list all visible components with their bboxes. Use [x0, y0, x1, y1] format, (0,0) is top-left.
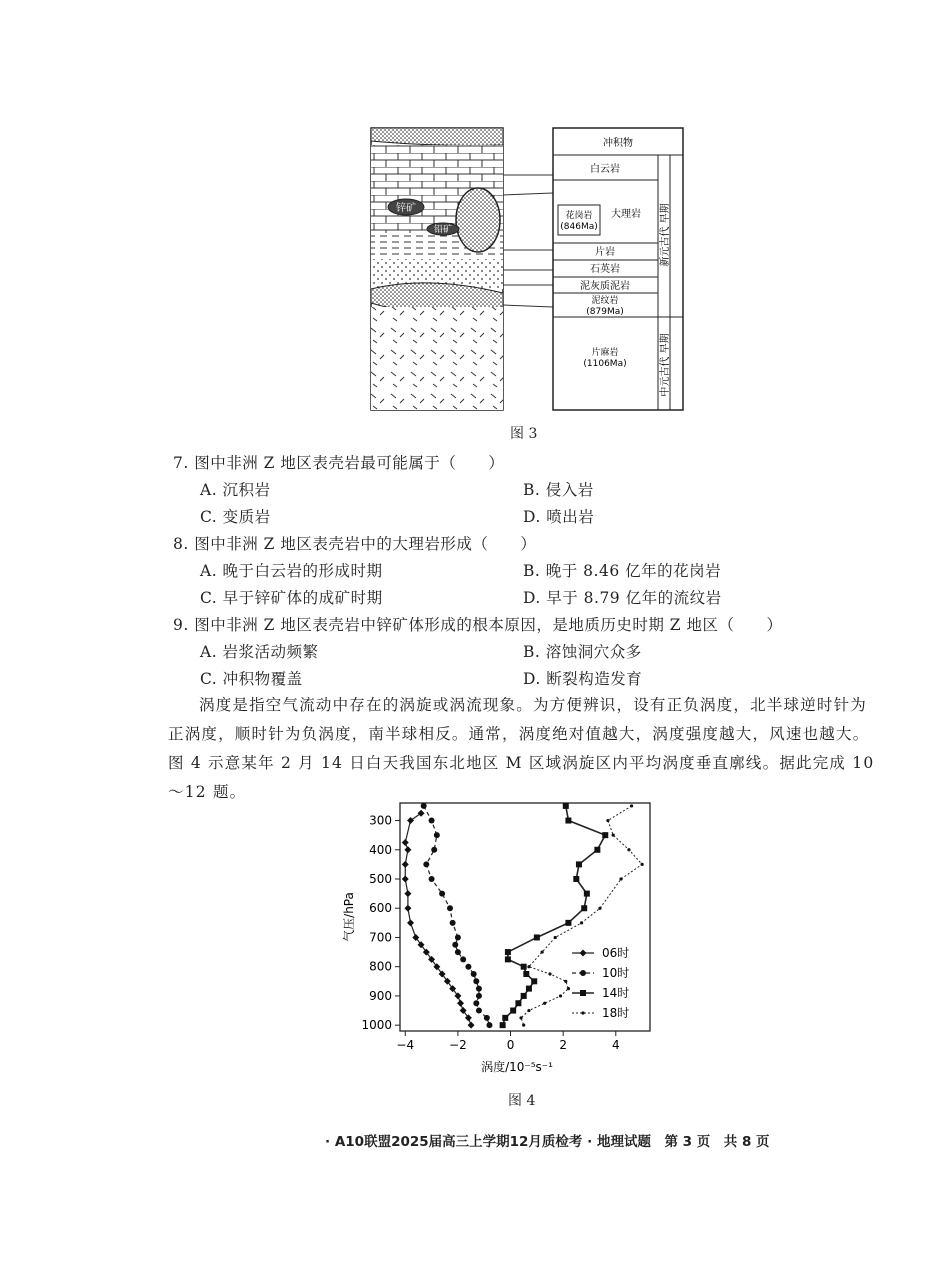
y-tick-label: 500: [369, 872, 392, 886]
page-footer: · A10联盟2025届高三上学期12月质检考 · 地理试题 第 3 页 共 8 页: [325, 1134, 770, 1150]
data-point-circle: [476, 993, 482, 999]
data-point-dot: [564, 980, 567, 983]
data-point-circle: [429, 818, 435, 824]
figure3-geologic-column: [368, 125, 690, 415]
era-label-neoproterozoic: 新元古代 早期: [660, 203, 671, 267]
data-point-square: [531, 978, 537, 984]
data-point-circle: [439, 891, 445, 897]
question-8-option-d[interactable]: D. 早于 8.79 亿年的流纹岩: [523, 589, 722, 607]
figure4-caption: 图 4: [508, 1093, 536, 1109]
data-point-circle: [465, 964, 471, 970]
data-point-dot: [527, 1009, 530, 1012]
question-7-option-b[interactable]: B. 侵入岩: [523, 481, 594, 499]
data-point-circle: [473, 978, 479, 984]
question-7-option-a[interactable]: A. 沉积岩: [200, 481, 271, 499]
data-point-circle: [450, 920, 456, 926]
question-9-option-d[interactable]: D. 断裂构造发育: [523, 670, 643, 688]
stratum-label-quartzite: 石英岩: [590, 264, 620, 275]
data-point-circle: [431, 847, 437, 853]
data-point-circle: [423, 861, 429, 867]
data-point-circle: [447, 905, 453, 911]
y-tick-label: 300: [369, 813, 392, 828]
data-point-square: [565, 818, 571, 824]
data-point-square: [510, 1008, 516, 1014]
question-9-option-a[interactable]: A. 岩浆活动频繁: [200, 643, 319, 661]
stratum-label-marble: 大理岩: [611, 209, 641, 220]
data-point-circle: [484, 1015, 490, 1021]
data-point-dot: [541, 950, 544, 953]
question-9-option-b[interactable]: B. 溶蚀洞穴众多: [523, 643, 642, 661]
stratum-label-dolomite: 白云岩: [590, 164, 620, 175]
question-8-option-a[interactable]: A. 晚于白云岩的形成时期: [200, 562, 383, 580]
stratum-label-rhyolite: 泥纹岩(879Ma): [586, 296, 624, 317]
data-point-square: [563, 803, 569, 809]
data-point-dot: [527, 965, 530, 968]
data-point-dot: [567, 987, 570, 990]
question-9-stem: 9. 图中非洲 Z 地区表壳岩中锌矿体形成的根本原因，是地质历史时期 Z 地区（ ）: [173, 616, 783, 634]
legend-label: 10时: [602, 966, 630, 980]
y-tick-label: 800: [369, 959, 392, 974]
data-point-dot: [559, 994, 562, 997]
question-7-option-c[interactable]: C. 变质岩: [200, 508, 271, 526]
stratum-label-gneiss: 片麻岩(1106Ma): [583, 348, 627, 369]
data-point-dot: [606, 819, 609, 822]
y-tick-label: 1000: [361, 1018, 392, 1033]
data-point-square: [521, 964, 527, 970]
x-tick-label: 2: [559, 1038, 567, 1052]
data-point-square: [505, 949, 511, 955]
legend-label: 18时: [602, 1006, 630, 1020]
data-point-circle: [476, 986, 482, 992]
data-point-square: [526, 986, 532, 992]
data-point-circle: [455, 934, 461, 940]
data-point-dot: [554, 936, 557, 939]
data-point-dot: [548, 972, 551, 975]
data-point-square: [500, 1022, 506, 1028]
data-point-square: [573, 876, 579, 882]
question-8-stem: 8. 图中非洲 Z 地区表壳岩中的大理岩形成（ ）: [173, 535, 537, 553]
legend-label: 06时: [602, 946, 630, 960]
era-label-mesoproterozoic: 中元古代 早期: [660, 333, 671, 397]
data-point-dot: [627, 848, 630, 851]
data-point-circle: [476, 1008, 482, 1014]
data-point-circle: [429, 876, 435, 882]
data-point-dot: [543, 1002, 546, 1005]
data-point-dot: [598, 907, 601, 910]
question-8-option-b[interactable]: B. 晚于 8.46 亿年的花岗岩: [523, 562, 722, 580]
data-point-square: [602, 832, 608, 838]
x-tick-label: −2: [449, 1038, 467, 1052]
data-point-square: [521, 993, 527, 999]
y-tick-label: 400: [369, 842, 392, 857]
y-tick-label: 900: [369, 988, 392, 1003]
data-point-dot: [580, 921, 583, 924]
stratum-label-schist: 片岩: [595, 247, 615, 258]
data-point-square: [515, 1000, 521, 1006]
legend-marker: [580, 970, 586, 976]
zinc-ore-label: 锌矿: [396, 203, 416, 214]
legend-marker: [580, 990, 586, 996]
data-point-square: [534, 934, 540, 940]
y-tick-label: 600: [369, 901, 392, 916]
data-point-circle: [421, 803, 427, 809]
stratum-label-granite: 花岗岩(846Ma): [560, 211, 598, 232]
data-point-circle: [486, 1022, 492, 1028]
figure4-vorticity-chart: [335, 795, 735, 1085]
question-8-option-c[interactable]: C. 早于锌矿体的成矿时期: [200, 589, 383, 607]
data-point-circle: [473, 1000, 479, 1006]
x-tick-label: −4: [396, 1038, 415, 1052]
data-point-square: [502, 1015, 508, 1021]
question-7-option-d[interactable]: D. 喷出岩: [523, 508, 595, 526]
data-point-circle: [455, 949, 461, 955]
legend-marker: [581, 1011, 584, 1014]
data-point-dot: [612, 834, 615, 837]
data-point-dot: [619, 877, 622, 880]
data-point-dot: [641, 863, 644, 866]
data-point-circle: [434, 832, 440, 838]
data-point-square: [505, 956, 511, 962]
figure3-caption: 图 3: [510, 426, 538, 442]
data-point-square: [594, 847, 600, 853]
data-point-circle: [452, 942, 458, 948]
data-point-square: [581, 905, 587, 911]
data-point-circle: [460, 956, 466, 962]
data-point-square: [565, 920, 571, 926]
data-point-square: [584, 891, 590, 897]
question-9-option-c[interactable]: C. 冲积物覆盖: [200, 670, 303, 688]
passage-vorticity: 涡度是指空气流动中存在的涡旋或涡流现象。为方便辨识，设有正负涡度，北半球逆时针为正涡度，顺时针为负涡度，南半球相反。通常，涡度绝对值越大，涡度强度越大，风速也越大。图 4 示意某年 2 月 14 日白天我国东北地区 M 区域涡旋区内平均涡度垂直廓线。据此完成 10～12 题。: [168, 696, 875, 801]
data-point-square: [523, 971, 529, 977]
stratum-label-marl: 泥灰质泥岩: [580, 281, 630, 292]
y-axis-label: 气压/hPa: [342, 892, 356, 942]
legend-label: 14时: [602, 986, 630, 1000]
question-7-stem: 7. 图中非洲 Z 地区表壳岩最可能属于（ ）: [173, 454, 505, 472]
data-point-dot: [522, 1024, 525, 1027]
stratum-label-alluvium: 冲积物: [603, 138, 633, 149]
y-tick-label: 700: [369, 930, 392, 945]
data-point-circle: [471, 971, 477, 977]
data-point-dot: [519, 1016, 522, 1019]
x-tick-label: 0: [506, 1038, 515, 1052]
data-point-dot: [630, 804, 633, 807]
x-tick-label: 4: [611, 1038, 620, 1052]
lead-ore-label: 铅矿: [433, 225, 453, 235]
data-point-square: [576, 861, 582, 867]
x-axis-label: 涡度/10⁻⁵s⁻¹: [481, 1060, 553, 1074]
